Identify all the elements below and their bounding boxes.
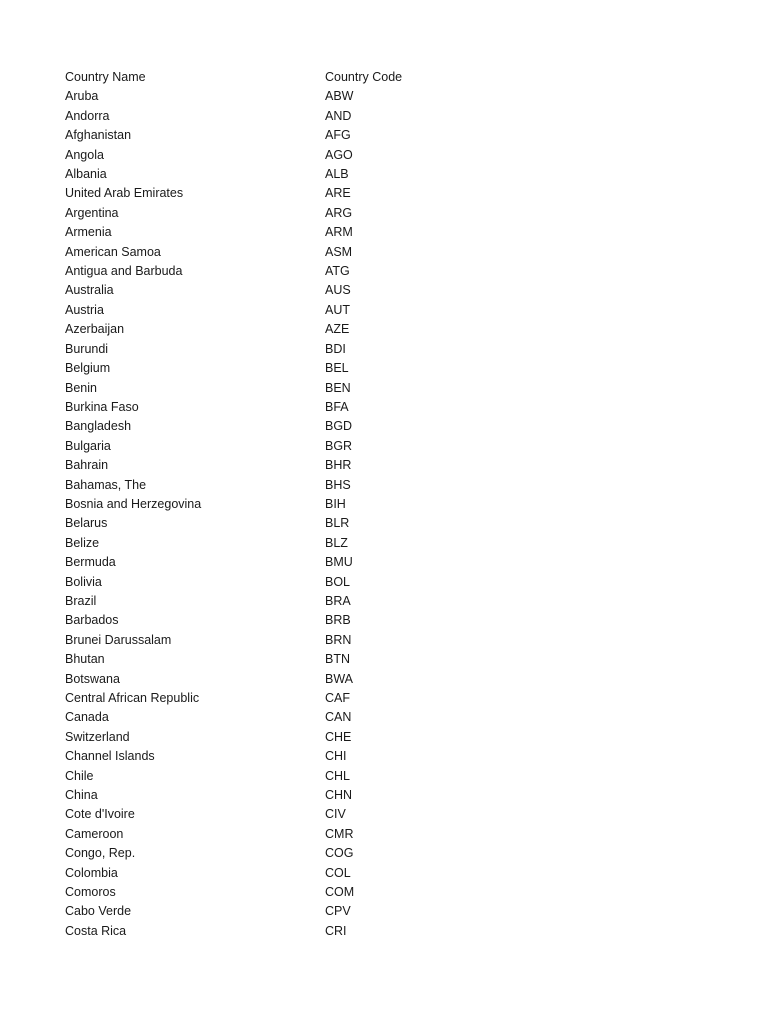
country-code-cell: ARG	[325, 205, 353, 220]
country-name-cell: Cameroon	[65, 826, 124, 841]
country-name-cell: Afghanistan	[65, 128, 132, 143]
country-name-cell: Bosnia and Herzegovina	[65, 496, 202, 511]
country-code-cell: CAF	[325, 691, 350, 705]
table-row	[65, 417, 505, 436]
table-row	[65, 165, 505, 184]
table-row	[65, 864, 505, 883]
table-row	[65, 650, 505, 669]
country-code-cell: BTN	[325, 652, 350, 667]
country-code-cell: CAN	[325, 710, 352, 725]
country-code-cell: AUT	[325, 302, 350, 317]
country-name-cell: China	[65, 788, 98, 803]
table-row	[65, 592, 505, 611]
country-name-cell: Colombia	[65, 865, 118, 880]
country-name-cell: Channel Islands	[65, 749, 155, 764]
country-name-cell: Switzerland	[65, 729, 130, 744]
country-name-cell: Australia	[65, 283, 114, 298]
country-name-cell: Benin	[65, 380, 97, 395]
country-name-cell: Bermuda	[65, 555, 116, 570]
country-code-cell: AUS	[325, 283, 351, 298]
country-name-cell: Austria	[65, 302, 104, 317]
table-row	[65, 708, 505, 727]
table-row	[65, 495, 505, 514]
country-name-cell: Chile	[65, 768, 94, 783]
country-name-cell: Belize	[65, 535, 100, 550]
country-name-cell: Cabo Verde	[65, 904, 132, 919]
country-code-cell: BGD	[325, 419, 353, 434]
country-code-cell: BEN	[325, 380, 351, 395]
country-code-cell: COL	[325, 865, 351, 880]
country-name-cell: Central African Republic	[65, 691, 200, 705]
table-row	[65, 514, 505, 533]
country-code-cell: ARE	[325, 186, 351, 201]
country-code-cell: BRB	[325, 613, 351, 628]
table-row	[65, 107, 505, 126]
country-name-cell: Bangladesh	[65, 419, 132, 434]
country-name-cell: Burundi	[65, 341, 109, 356]
table-row	[65, 359, 505, 378]
country-name-cell: United Arab Emirates	[65, 186, 184, 201]
table-row	[65, 476, 505, 495]
table-row	[65, 728, 505, 747]
table-row	[65, 747, 505, 766]
country-name-cell: Costa Rica	[65, 923, 127, 938]
table-row	[65, 340, 505, 359]
country-name-cell: Canada	[65, 710, 109, 725]
table-row	[65, 805, 505, 824]
country-name-cell: Brunei Darussalam	[65, 632, 172, 647]
header-row	[65, 68, 505, 87]
table-row	[65, 573, 505, 592]
country-code-cell: BRN	[325, 632, 352, 647]
country-code-cell: CIV	[325, 807, 346, 822]
table-row	[65, 456, 505, 475]
table-row	[65, 281, 505, 300]
country-code-cell: CPV	[325, 904, 351, 919]
country-name-header: Country Name	[65, 70, 146, 84]
table-row	[65, 184, 505, 203]
table-row	[65, 767, 505, 786]
country-code-cell: BLZ	[325, 535, 348, 550]
country-name-cell: Comoros	[65, 885, 116, 900]
country-code-cell: COM	[325, 885, 355, 900]
country-name-cell: Albania	[65, 167, 107, 182]
country-name-cell: Congo, Rep.	[65, 846, 136, 861]
country-table	[65, 68, 505, 941]
table-row	[65, 786, 505, 805]
country-code-cell: BGR	[325, 438, 353, 453]
country-name-cell: Botswana	[65, 671, 120, 686]
country-name-cell: Bhutan	[65, 652, 105, 667]
country-code-cell: COG	[325, 846, 354, 861]
table-row	[65, 611, 505, 630]
country-name-cell: Azerbaijan	[65, 322, 125, 337]
table-row	[65, 301, 505, 320]
country-name-cell: Armenia	[65, 225, 112, 240]
country-name-cell: Barbados	[65, 613, 119, 628]
country-code-header: Country Code	[325, 70, 403, 84]
table-row	[65, 243, 505, 262]
table-row	[65, 670, 505, 689]
country-code-cell: CHN	[325, 788, 353, 803]
country-name-cell: Argentina	[65, 205, 119, 220]
country-code-cell: CHL	[325, 768, 351, 783]
country-code-cell: BHS	[325, 477, 351, 492]
table-row	[65, 262, 505, 281]
table-row	[65, 534, 505, 553]
country-code-cell: CHE	[325, 729, 352, 744]
country-name-cell: Belgium	[65, 361, 111, 376]
country-name-cell: Angola	[65, 147, 104, 162]
country-code-cell: BIH	[325, 496, 346, 511]
country-code-cell: ABW	[325, 89, 354, 104]
table-row	[65, 902, 505, 921]
country-name-cell: Brazil	[65, 593, 97, 608]
country-code-cell: AZE	[325, 322, 350, 337]
country-code-cell: AGO	[325, 147, 353, 162]
table-row	[65, 204, 505, 223]
country-code-cell: BRA	[325, 593, 351, 608]
table-row	[65, 87, 505, 106]
country-name-cell: Belarus	[65, 516, 108, 531]
country-name-cell: Bolivia	[65, 574, 102, 589]
country-name-cell: Aruba	[65, 89, 99, 104]
country-code-cell: BWA	[325, 671, 354, 686]
country-code-cell: BDI	[325, 341, 346, 356]
table-row	[65, 320, 505, 339]
country-code-cell: CMR	[325, 826, 354, 841]
country-name-cell: Bulgaria	[65, 438, 111, 453]
table-row	[65, 922, 505, 941]
table-row	[65, 437, 505, 456]
table-body	[65, 87, 505, 941]
country-code-cell: ASM	[325, 244, 353, 259]
country-code-cell: CHI	[325, 749, 347, 764]
country-code-cell: CRI	[325, 923, 347, 938]
country-code-cell: BLR	[325, 516, 350, 531]
table-row	[65, 398, 505, 417]
country-code-cell: ARM	[325, 225, 353, 240]
country-name-cell: Antigua and Barbuda	[65, 264, 183, 279]
table-row	[65, 825, 505, 844]
table-row	[65, 126, 505, 145]
country-name-cell: American Samoa	[65, 244, 161, 259]
table-row	[65, 146, 505, 165]
table-row	[65, 379, 505, 398]
table-row	[65, 883, 505, 902]
country-name-cell: Andorra	[65, 108, 110, 123]
country-name-cell: Burkina Faso	[65, 399, 139, 414]
country-code-cell: BHR	[325, 458, 352, 473]
country-code-cell: BOL	[325, 574, 351, 589]
country-code-cell: BEL	[325, 361, 349, 376]
country-code-cell: ALB	[325, 167, 349, 182]
country-name-cell: Bahrain	[65, 458, 109, 473]
country-code-cell: AND	[325, 108, 352, 123]
table-row	[65, 689, 505, 708]
table-row	[65, 631, 505, 650]
country-name-cell: Bahamas, The	[65, 477, 147, 492]
table-row	[65, 553, 505, 572]
country-code-cell: ATG	[325, 264, 350, 279]
country-code-cell: AFG	[325, 128, 351, 143]
country-name-cell: Cote d'Ivoire	[65, 807, 135, 822]
table-row	[65, 844, 505, 863]
country-code-cell: BMU	[325, 555, 353, 570]
country-code-sheet	[65, 68, 505, 941]
country-code-cell: BFA	[325, 399, 349, 414]
table-row	[65, 223, 505, 242]
